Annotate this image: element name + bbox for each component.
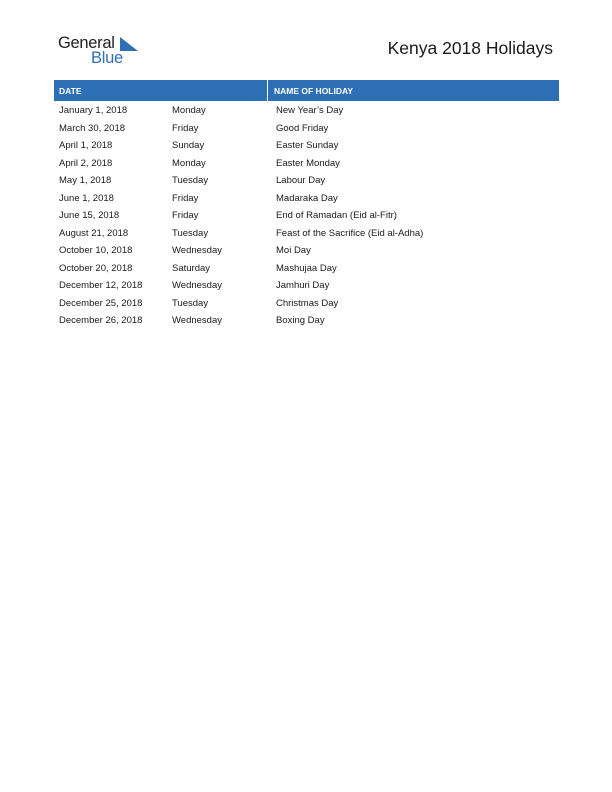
header-date: DATE: [54, 80, 268, 101]
holiday-weekday: Tuesday: [172, 227, 209, 239]
holiday-weekday: Tuesday: [172, 175, 209, 187]
holiday-date: October 10, 2018: [59, 245, 133, 257]
holiday-date: December 25, 2018: [59, 297, 143, 309]
logo-word-blue: Blue: [91, 49, 123, 67]
holiday-date: April 1, 2018: [59, 140, 113, 152]
holiday-weekday: Friday: [172, 192, 199, 204]
holiday-weekday: Monday: [172, 105, 206, 117]
table-row: [54, 155, 559, 173]
holiday-name: End of Ramadan (Eid al-Fitr): [276, 210, 397, 222]
table-row: [54, 190, 559, 208]
table-row: [54, 277, 559, 295]
table-row: [54, 295, 559, 313]
holiday-name: Feast of the Sacrifice (Eid al-Adha): [276, 227, 424, 239]
page-title: Kenya 2018 Holidays: [387, 38, 553, 58]
holiday-name: Mashujaa Day: [276, 262, 337, 274]
table-row: [54, 137, 559, 155]
table-row: [54, 260, 559, 278]
holiday-table: [54, 80, 559, 330]
holiday-weekday: Sunday: [172, 140, 205, 152]
holiday-name: Good Friday: [276, 122, 329, 134]
holiday-name: Easter Monday: [276, 157, 340, 169]
table-body: [54, 101, 559, 330]
holiday-name: Boxing Day: [276, 315, 325, 327]
holiday-weekday: Friday: [172, 210, 199, 222]
holiday-date: May 1, 2018: [59, 175, 112, 187]
holiday-weekday: Tuesday: [172, 297, 209, 309]
holiday-date: January 1, 2018: [59, 105, 128, 117]
holiday-name: Jamhuri Day: [276, 280, 330, 292]
holiday-name: Christmas Day: [276, 297, 339, 309]
holiday-name: New Year’s Day: [276, 105, 344, 117]
holiday-weekday: Wednesday: [172, 315, 222, 327]
header-holiday-name: NAME OF HOLIDAY: [274, 85, 354, 96]
holiday-date: October 20, 2018: [59, 262, 133, 274]
holiday-weekday: Monday: [172, 157, 206, 169]
table-header: [54, 80, 559, 101]
holiday-name: Madaraka Day: [276, 192, 338, 204]
holiday-name: Moi Day: [276, 245, 311, 257]
holiday-date: August 21, 2018: [59, 227, 129, 239]
holiday-date: June 15, 2018: [59, 210, 120, 222]
holiday-date: December 12, 2018: [59, 280, 143, 292]
holiday-weekday: Wednesday: [172, 245, 222, 257]
holiday-date: June 1, 2018: [59, 192, 114, 204]
holiday-weekday: Saturday: [172, 262, 211, 274]
holiday-date: March 30, 2018: [59, 122, 126, 134]
holiday-date: April 2, 2018: [59, 157, 113, 169]
table-row: [54, 102, 559, 120]
holiday-name: Labour Day: [276, 175, 326, 187]
holiday-weekday: Wednesday: [172, 280, 222, 292]
holiday-name: Easter Sunday: [276, 140, 339, 152]
holiday-date: December 26, 2018: [59, 315, 143, 327]
generalblue-logo: [58, 34, 148, 68]
table-row: [54, 172, 559, 190]
table-row: [54, 242, 559, 260]
holiday-weekday: Friday: [172, 122, 199, 134]
logo-word-general: General: [58, 34, 115, 52]
table-row: [54, 225, 559, 243]
table-row: [54, 312, 559, 330]
table-row: [54, 207, 559, 225]
table-row: [54, 120, 559, 138]
